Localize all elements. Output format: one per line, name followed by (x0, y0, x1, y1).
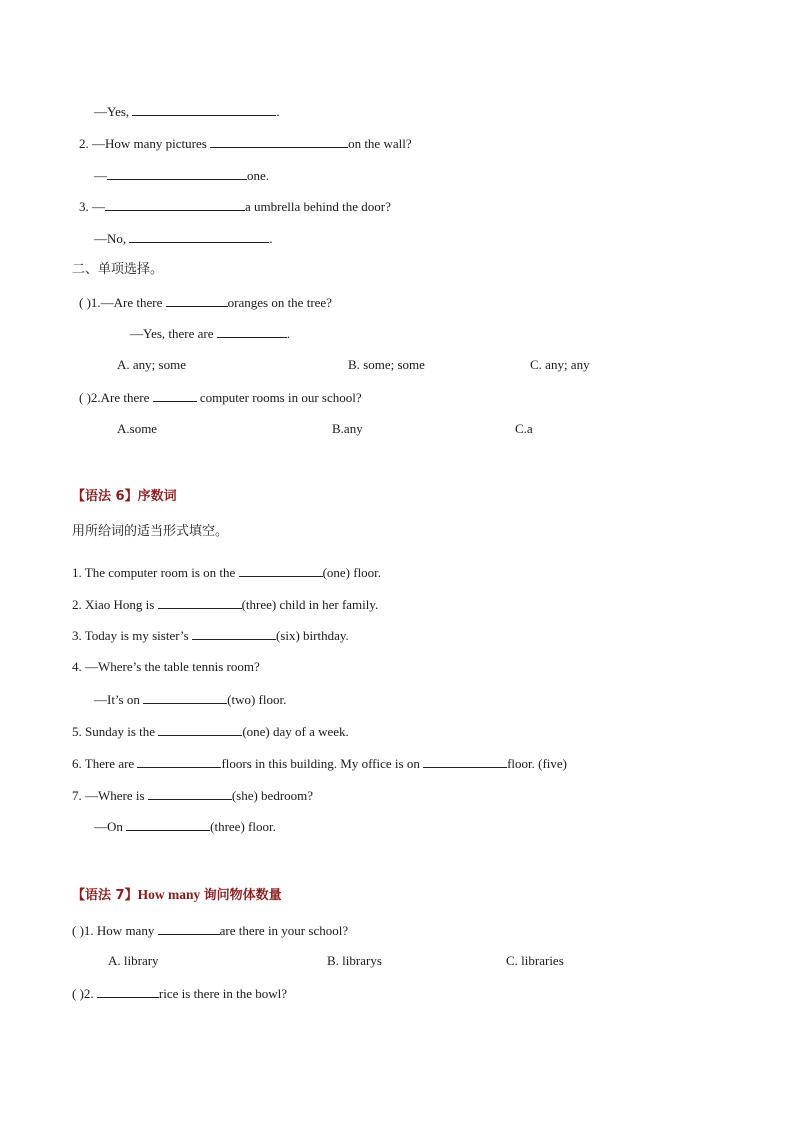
mc-question-2 (72, 985, 287, 1002)
answer-blank[interactable] (158, 596, 242, 609)
answer-blank[interactable] (105, 198, 245, 211)
question-text: . (286, 326, 291, 341)
item-text: 4. —Where’s the table tennis room? (72, 659, 260, 674)
line-text: . (276, 104, 280, 119)
question-text: 2.Are there (90, 390, 153, 405)
answer-line-2 (94, 167, 269, 184)
question-text: 3. — (79, 199, 105, 214)
fill-item-7 (72, 787, 313, 804)
line-text: —No, (94, 231, 130, 246)
option-a[interactable]: A.some (117, 421, 158, 436)
question-3 (79, 198, 391, 215)
question-text: a umbrella behind the door? (245, 199, 391, 214)
instruction: 用所给词的适当形式填空。 (72, 524, 229, 539)
fill-item-4 (72, 659, 260, 675)
question-text: rice is there in the bowl? (158, 986, 288, 1001)
item-text: 1. The computer room is on the (72, 565, 239, 580)
item-text: 6. There are (72, 756, 138, 771)
answer-paren[interactable]: ( ) (79, 295, 91, 310)
fill-item-6 (72, 755, 567, 772)
answer-blank[interactable] (239, 564, 323, 577)
option-c[interactable]: C.a (515, 421, 533, 436)
item-text: (one) floor. (322, 565, 382, 580)
question-text: —Yes, there are (130, 326, 217, 341)
answer-line-1 (94, 103, 280, 120)
heading-cn: 询问物体数量 (203, 888, 282, 903)
mc-question-1 (79, 294, 332, 311)
item-text: (two) floor. (227, 692, 287, 707)
option-c[interactable]: C. libraries (506, 953, 564, 968)
line-text: . (269, 231, 273, 246)
item-text: (three) floor. (210, 819, 276, 834)
item-text: —On (94, 819, 127, 834)
item-text: 3. Today is my sister’s (72, 628, 192, 643)
question-text: 2. (83, 986, 97, 1001)
item-text: floor. (five) (507, 756, 567, 771)
answer-blank[interactable] (137, 755, 221, 768)
question-text: computer rooms in our school? (196, 390, 362, 405)
answer-blank[interactable] (129, 230, 269, 243)
mc-question-2 (79, 389, 362, 406)
option-a[interactable]: A. any; some (117, 357, 186, 372)
answer-blank[interactable] (217, 325, 287, 338)
answer-blank[interactable] (97, 985, 159, 998)
option-b[interactable]: B. librarys (327, 953, 382, 968)
heading-en: How many (137, 887, 204, 902)
fill-item-5 (72, 723, 349, 740)
question-text: oranges on the tree? (227, 295, 332, 310)
heading-bracket: 【语法 7】 (72, 888, 138, 903)
answer-blank[interactable] (210, 135, 348, 148)
option-b[interactable]: B. some; some (348, 357, 425, 372)
answer-blank[interactable] (158, 922, 220, 935)
section-heading (72, 887, 282, 904)
option-b[interactable]: B.any (332, 421, 363, 436)
answer-blank[interactable] (143, 691, 227, 704)
item-text: 5. Sunday is the (72, 724, 159, 739)
item-text: (one) day of a week. (242, 724, 349, 739)
answer-line-3 (94, 230, 273, 247)
answer-blank[interactable] (153, 389, 197, 402)
answer-blank[interactable] (126, 818, 210, 831)
item-text: 7. —Where is (72, 788, 148, 803)
mc-question-1 (72, 922, 348, 939)
question-text: 2. —How many pictures (79, 136, 211, 151)
section-title: 二、单项选择。 (72, 262, 164, 277)
answer-paren[interactable]: ( ) (79, 390, 91, 405)
fill-item-7-answer (94, 818, 276, 835)
question-text: 1. How many (83, 923, 158, 938)
answer-blank[interactable] (148, 787, 232, 800)
question-text: on the wall? (348, 136, 412, 151)
section-heading: 【语法 6】序数词 (72, 489, 177, 504)
answer-blank[interactable] (107, 167, 247, 180)
option-a[interactable]: A. library (108, 953, 159, 968)
answer-paren[interactable]: ( ) (72, 923, 84, 938)
fill-item-4-answer (94, 691, 286, 708)
fill-item-1 (72, 564, 381, 581)
item-text: 2. Xiao Hong is (72, 597, 158, 612)
option-c[interactable]: C. any; any (530, 357, 590, 372)
answer-blank[interactable] (166, 294, 228, 307)
line-text: — (94, 168, 107, 183)
item-text: floors in this building. My office is on (221, 756, 424, 771)
line-text: one. (247, 168, 270, 183)
fill-item-2 (72, 596, 378, 613)
line-text: —Yes, (94, 104, 133, 119)
item-text: (six) birthday. (275, 628, 349, 643)
question-2 (79, 135, 412, 152)
answer-blank[interactable] (132, 103, 276, 116)
answer-blank[interactable] (423, 755, 507, 768)
answer-blank[interactable] (192, 627, 276, 640)
item-text: (she) bedroom? (231, 788, 314, 803)
question-text: 1.—Are there (90, 295, 166, 310)
item-text: (three) child in her family. (241, 597, 379, 612)
question-text: are there in your school? (219, 923, 349, 938)
mc-question-1-answer (130, 325, 290, 342)
answer-paren[interactable]: ( ) (72, 986, 84, 1001)
answer-blank[interactable] (158, 723, 242, 736)
fill-item-3 (72, 627, 349, 644)
item-text: —It’s on (94, 692, 144, 707)
